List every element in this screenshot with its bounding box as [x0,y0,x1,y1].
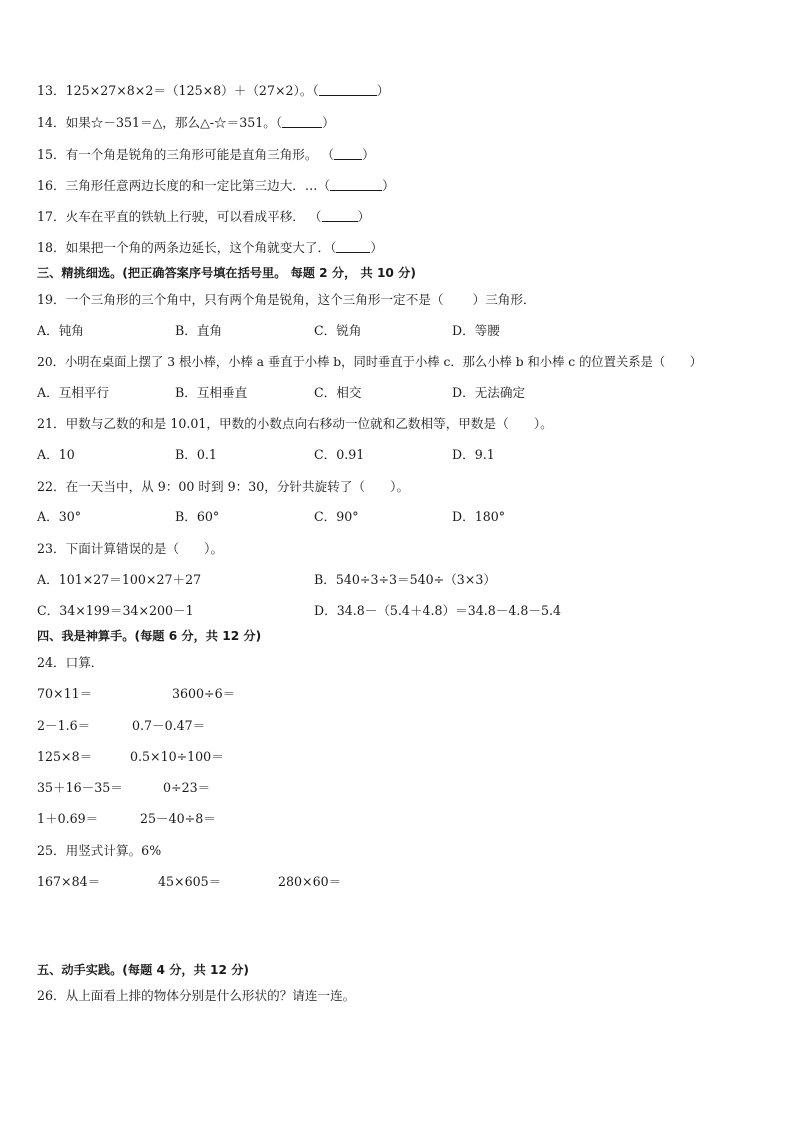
question-18 [37,239,383,257]
q20-option-d[interactable]: D．无法确定 [452,385,526,400]
q21-option-c[interactable]: C．0.91 [314,447,365,462]
q19-option-b[interactable]: B．直角 [175,323,223,338]
q20-option-b[interactable]: B．互相垂直 [175,385,248,400]
mental-calc-5: 125×8＝ [37,749,93,764]
q19-option-a[interactable]: A．钝角 [37,323,84,338]
question-20-stem: 20．小明在桌面上摆了 3 根小棒，小棒 a 垂直于小棒 b，同时垂直于小棒 c．那么小棒 b 和小棒 c 的位置关系是（ ） [37,355,703,369]
question-17 [37,208,370,226]
question-16-close: ） [382,178,395,193]
vertical-calc-2: 45×605＝ [158,874,222,889]
q19-option-c[interactable]: C．锐角 [314,323,362,338]
question-26-stem: 26．从上面看上排的物体分别是什么形状的？请连一连。 [37,988,356,1003]
question-14-text: 14．如果☆－351＝△，那么△-☆＝351。（ [37,115,283,130]
section-4-heading: 四、我是神算手。(每题 6 分，共 12 分) [37,629,262,643]
question-16 [37,177,395,195]
mental-calc-1: 70×11＝ [37,686,93,701]
question-17-close: ） [357,209,371,224]
question-22-stem: 22．在一天当中，从 9：00 时到 9：30，分针共旋转了（ ）。 [37,479,410,494]
question-13-close: ） [376,83,390,98]
question-14-close: ） [322,115,335,130]
q23-option-a[interactable]: A．101×27＝100×27＋27 [37,572,202,587]
question-17-text: 17．火车在平直的铁轨上行驶，可以看成平移． （ [37,209,322,224]
q20-option-c[interactable]: C．相交 [314,385,362,400]
mental-calc-10: 25－40÷8＝ [140,811,216,826]
q20-option-a[interactable]: A．互相平行 [37,385,110,400]
q22-option-b[interactable]: B．60° [175,509,220,524]
answer-blank-14[interactable] [282,115,322,128]
answer-blank-18[interactable] [336,240,370,253]
answer-blank-17[interactable] [322,209,358,222]
q23-option-d[interactable]: D．34.8－（5.4＋4.8）＝34.8－4.8－5.4 [314,603,562,618]
question-15-close: ） [362,147,375,162]
question-21-stem: 21．甲数与乙数的和是 10.01，甲数的小数点向右移动一位就和乙数相等，甲数是（ ）。 [37,416,553,431]
question-19-stem: 19．一个三角形的三个角中，只有两个角是锐角，这个三角形一定不是（ ）三角形． [37,292,536,307]
mental-calc-6: 0.5×10÷100＝ [130,749,224,764]
answer-blank-16[interactable] [330,178,382,191]
mental-calc-8: 0÷23＝ [163,780,211,795]
q21-option-d[interactable]: D．9.1 [452,447,495,462]
mental-calc-4: 0.7－0.47＝ [132,718,206,733]
answer-blank-13[interactable] [319,83,377,96]
mental-calc-2: 3600÷6＝ [172,686,236,701]
section-5-heading: 五、动手实践。(每题 4 分，共 12 分) [37,963,249,977]
q22-option-d[interactable]: D．180° [452,509,506,524]
question-24-stem: 24．口算． [37,655,104,670]
q22-option-a[interactable]: A．30° [37,509,82,524]
q19-option-d[interactable]: D．等腰 [452,323,500,338]
question-14 [37,114,335,132]
question-13-text: 13．125×27×8×2＝（125×8）＋（27×2）。（ [37,83,319,98]
section-3-heading: 三、精挑细选。(把正确答案序号填在括号里。 每题 2 分， 共 10 分) [37,266,416,280]
answer-blank-15[interactable] [334,147,362,160]
question-15 [37,146,375,164]
question-16-text: 16．三角形任意两边长度的和一定比第三边大．…（ [37,178,331,193]
mental-calc-7: 35＋16－35＝ [37,780,123,795]
mental-calc-3: 2－1.6＝ [37,718,91,733]
mental-calc-9: 1＋0.69＝ [37,811,99,826]
q22-option-c[interactable]: C．90° [314,509,359,524]
question-18-close: ） [370,240,383,255]
vertical-calc-3: 280×60＝ [278,874,342,889]
question-18-text: 18．如果把一个角的两条边延长，这个角就变大了．（ [37,240,337,255]
vertical-calc-1: 167×84＝ [37,874,101,889]
question-25-stem: 25．用竖式计算。6% [37,843,162,858]
question-23-stem: 23．下面计算错误的是（ ）。 [37,541,224,556]
q23-option-b[interactable]: B．540÷3÷3＝540÷（3×3） [314,572,496,587]
question-13 [37,82,389,100]
q21-option-a[interactable]: A．10 [37,447,75,462]
q21-option-b[interactable]: B．0.1 [175,447,217,462]
question-15-text: 15．有一个角是锐角的三角形可能是直角三角形。 （ [37,147,335,162]
q23-option-c[interactable]: C．34×199＝34×200－1 [37,603,194,618]
